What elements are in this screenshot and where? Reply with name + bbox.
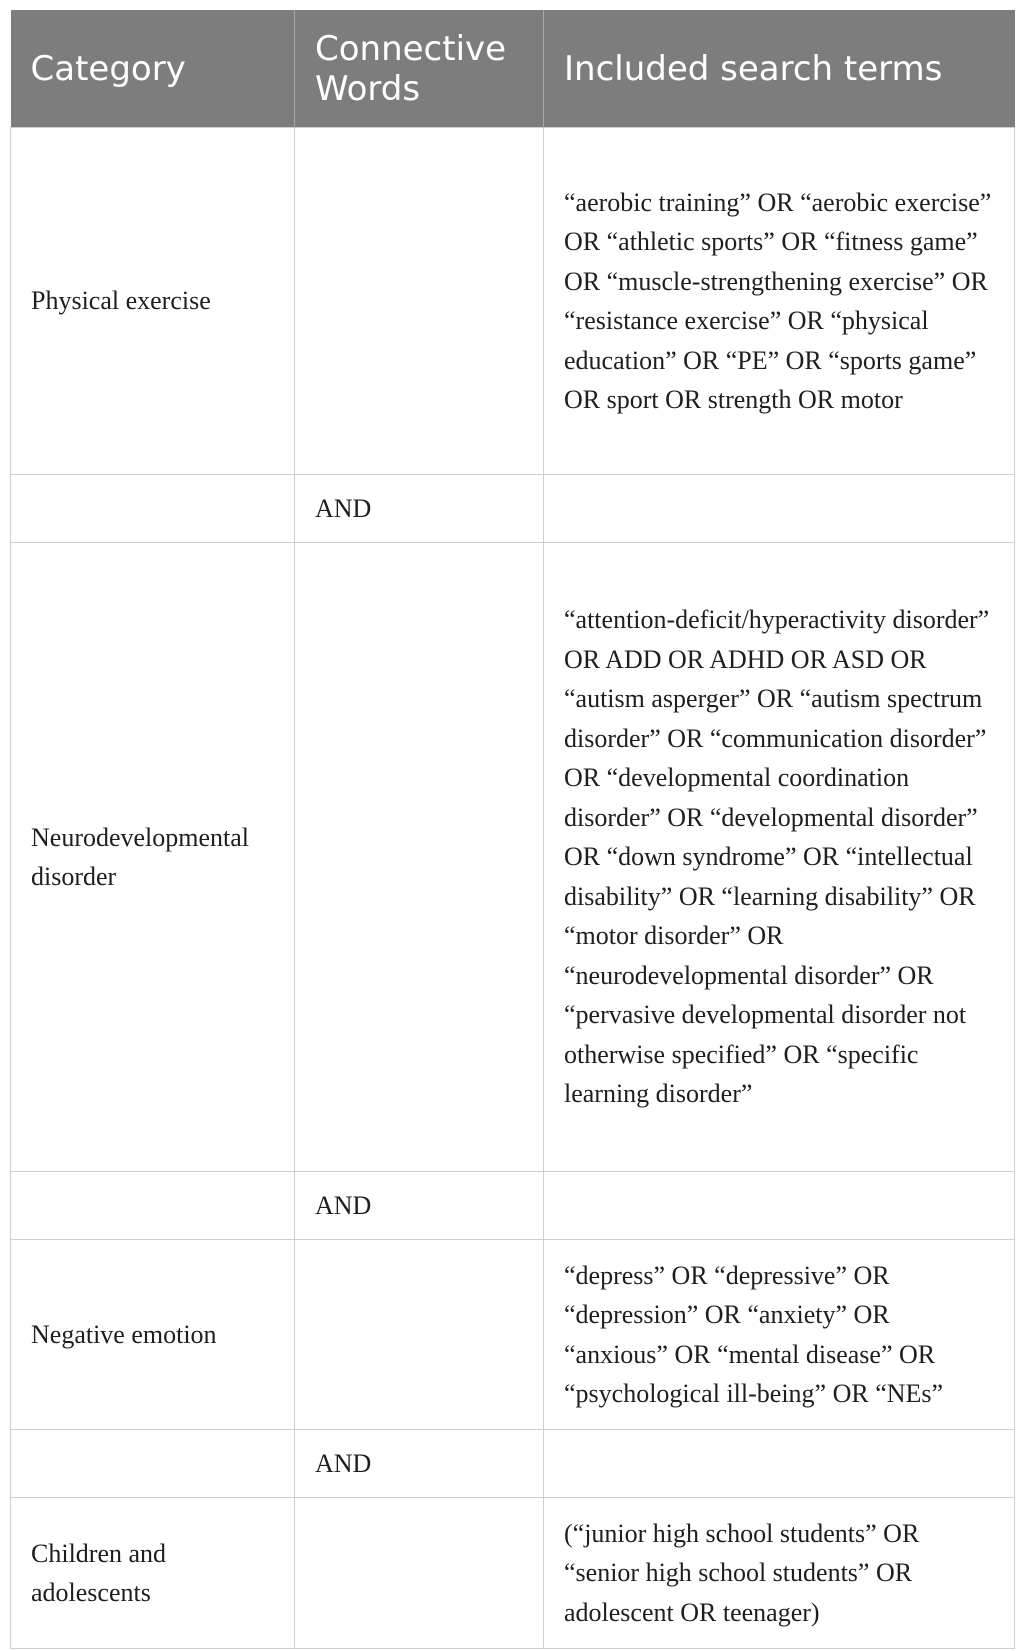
category-cell xyxy=(11,1172,295,1240)
table-row xyxy=(11,1240,1015,1430)
terms-cell: “attention-deficit/hyperactivity disorder” OR ADD OR ADHD OR ASD OR “autism asperger” OR “autism spectrum disorder” OR “communication disorder” OR “developmental coordination disorder” OR “developmental disorder” OR “down syndrome” OR “intellectual disability” OR “learning disability” OR “motor disorder” OR “neurodevelopmental disorder” OR “pervasive developmental disorder not otherwise specified” OR “specific learning disorder” xyxy=(544,543,1015,1172)
table-row xyxy=(11,475,1015,543)
connective-cell xyxy=(295,1498,544,1649)
header-category: Category xyxy=(11,10,295,128)
terms-cell: “aerobic training” OR “aerobic exercise” OR “athletic sports” OR “fitness game” OR “muscle-strengthening exercise” OR “resistance exercise” OR “physical education” OR “PE” OR “sports game” OR sport OR strength OR motor xyxy=(544,128,1015,475)
table-row xyxy=(11,1498,1015,1649)
connective-cell: AND xyxy=(295,1172,544,1240)
connective-cell: AND xyxy=(295,475,544,543)
terms-cell xyxy=(544,1172,1015,1240)
connective-cell: AND xyxy=(295,1430,544,1498)
header-included-search-terms: Included search terms xyxy=(544,10,1015,128)
table-row xyxy=(11,1430,1015,1498)
table-header-row xyxy=(11,10,1015,128)
category-cell: Negative emotion xyxy=(11,1240,295,1430)
table-row xyxy=(11,543,1015,1172)
terms-cell xyxy=(544,1430,1015,1498)
connective-cell xyxy=(295,543,544,1172)
table-row xyxy=(11,1172,1015,1240)
terms-cell: (“junior high school students” OR “senior high school students” OR adolescent OR teenager) xyxy=(544,1498,1015,1649)
category-cell: Physical exercise xyxy=(11,128,295,475)
category-cell xyxy=(11,475,295,543)
terms-cell: “depress” OR “depressive” OR “depression” OR “anxiety” OR “anxious” OR “mental disease” OR “psychological ill-being” OR “NEs” xyxy=(544,1240,1015,1430)
table-row xyxy=(11,128,1015,475)
search-terms-table xyxy=(10,10,1015,1649)
category-cell: Neurodevelopmental disorder xyxy=(11,543,295,1172)
connective-cell xyxy=(295,128,544,475)
header-connective-words: Connective Words xyxy=(295,10,544,128)
category-cell: Children and adolescents xyxy=(11,1498,295,1649)
terms-cell xyxy=(544,475,1015,543)
category-cell xyxy=(11,1430,295,1498)
connective-cell xyxy=(295,1240,544,1430)
